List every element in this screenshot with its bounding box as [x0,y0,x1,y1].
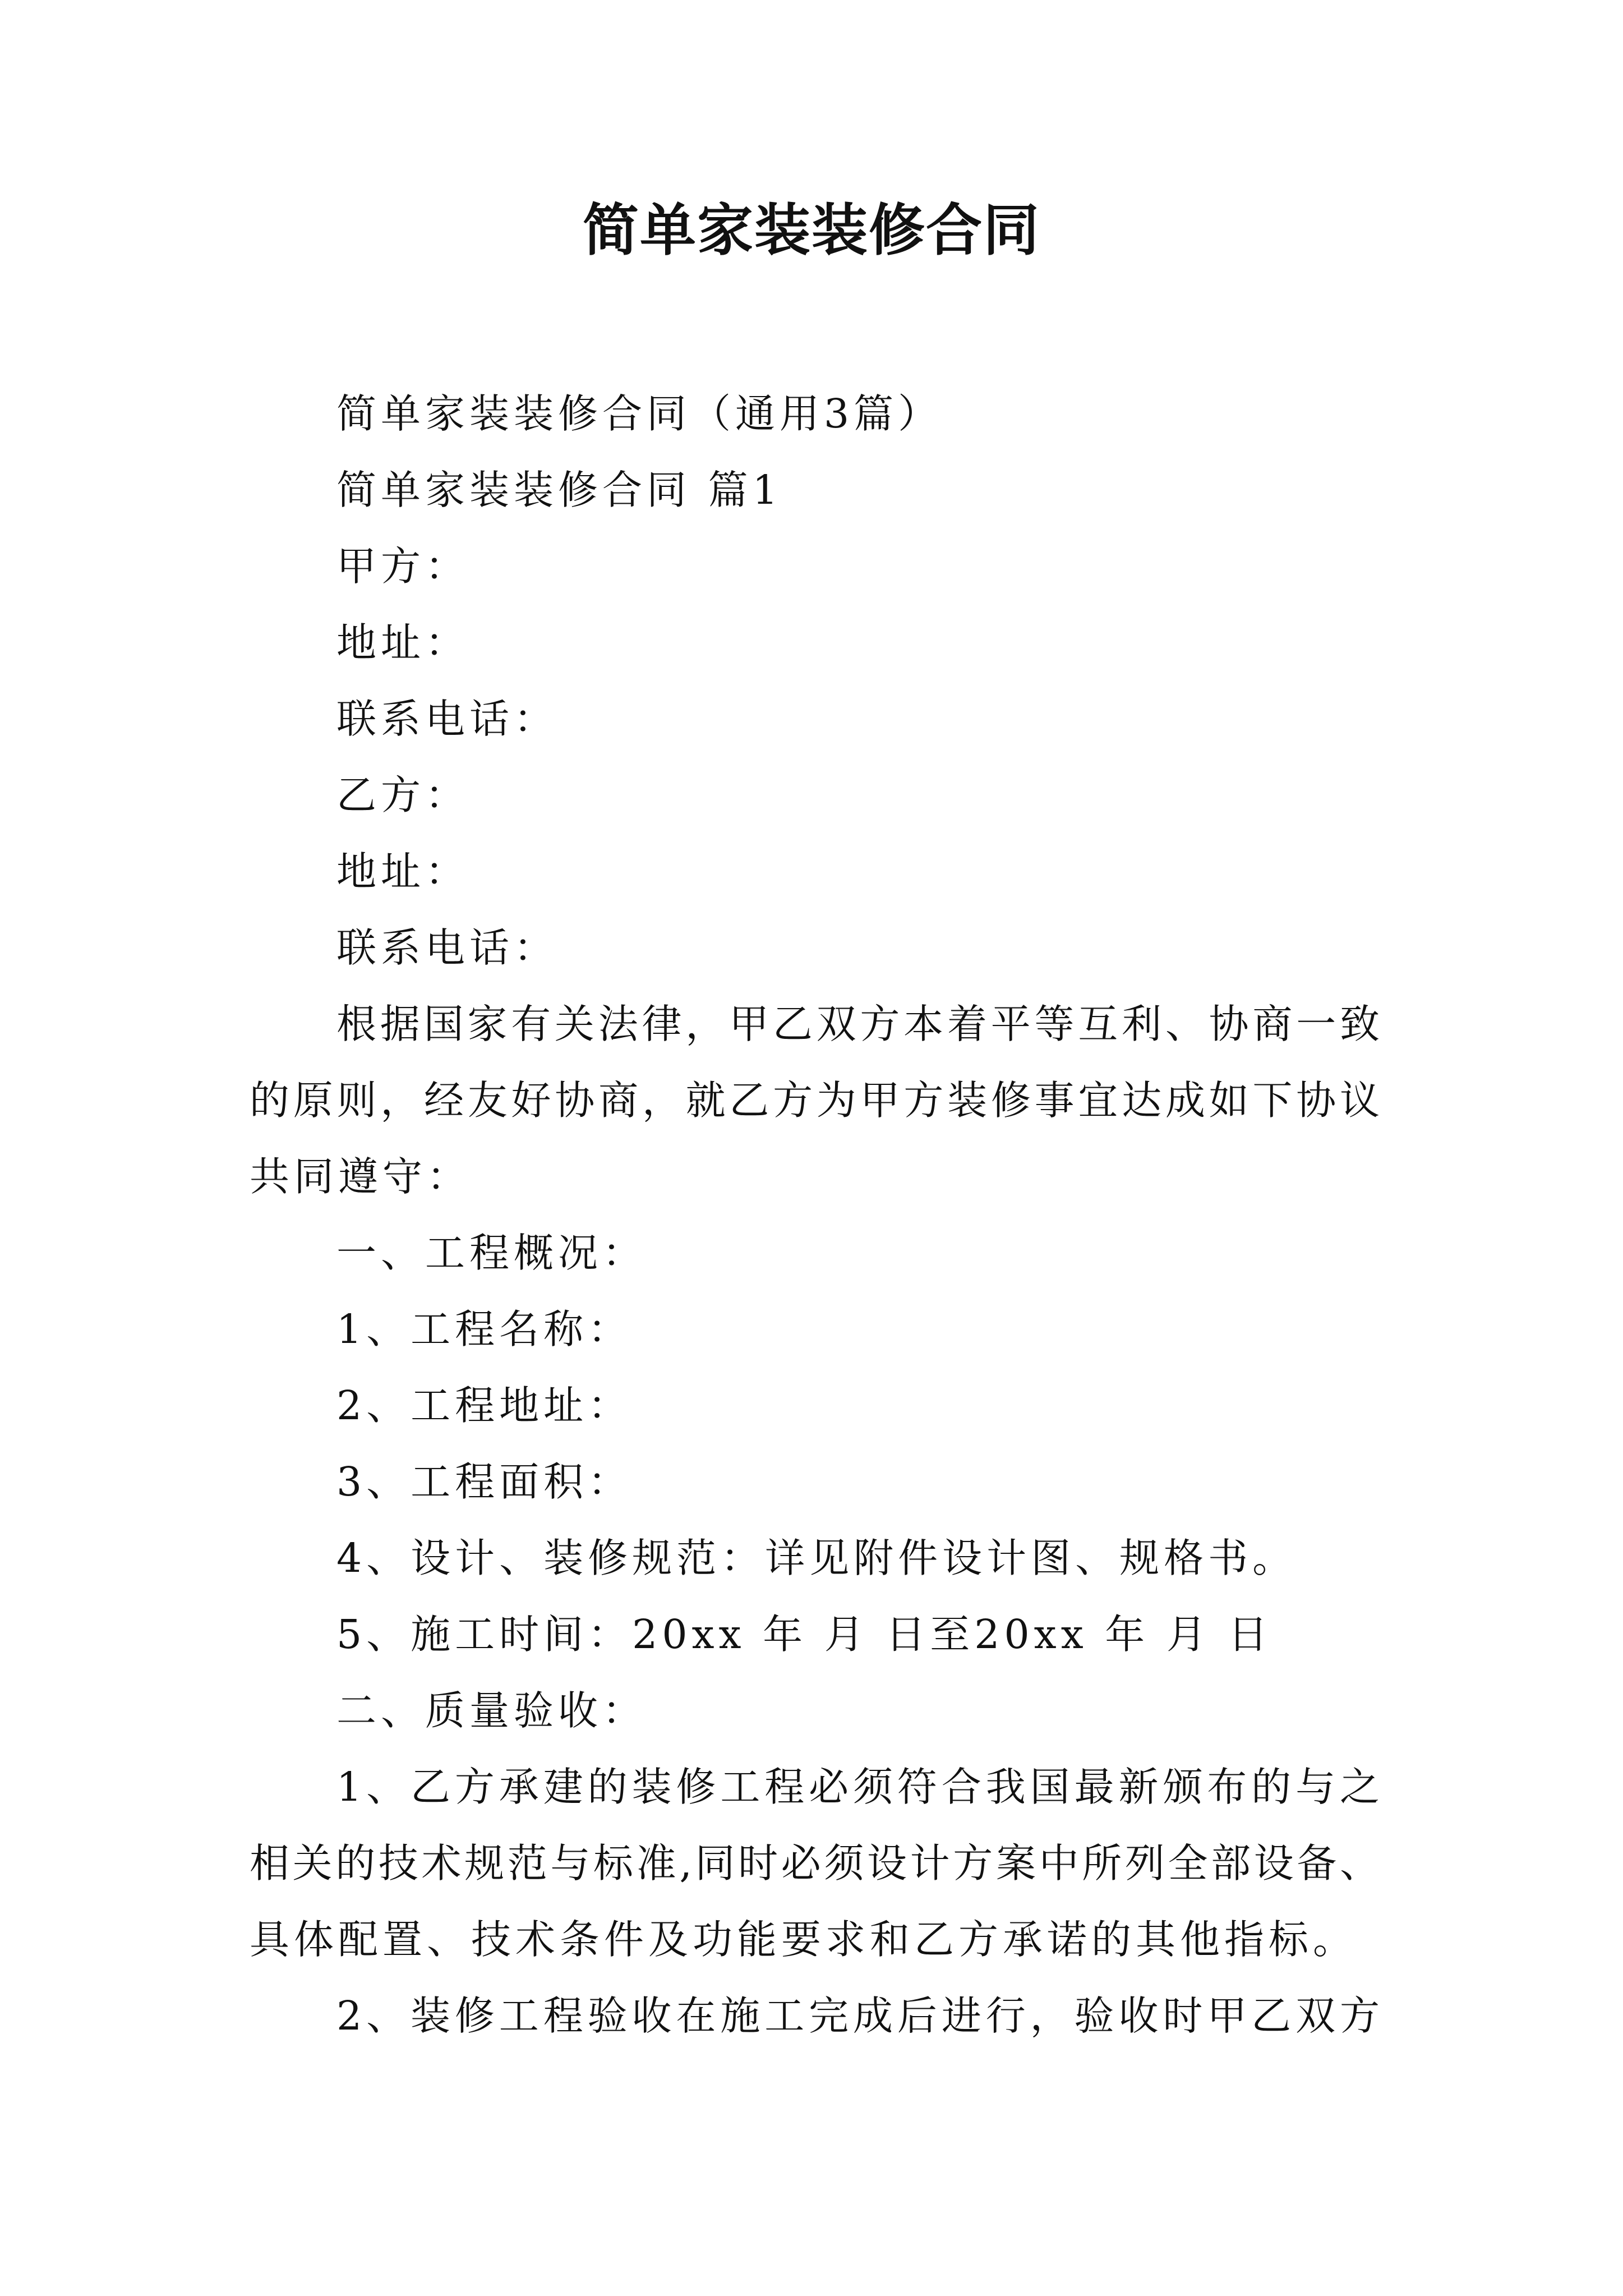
party-a-address-label: 地址： [336,619,470,666]
section-heading: 简单家装装修合同 篇1 [336,467,782,513]
project-overview-heading: 一、工程概况： [336,1230,647,1276]
document-subtitle: 简单家装装修合同（通用3篇） [336,390,943,437]
design-spec-item: 4、设计、装修规范：详见附件设计图、规格书。 [336,1535,1297,1581]
construction-time-item: 5、施工时间：20xx 年 月 日至20xx 年 月 日 [336,1611,1272,1658]
intro-paragraph-line-2: 的原则，经友好协商，就乙方为甲方装修事宜达成如下协议 [250,1077,1380,1124]
party-a-label: 甲方： [336,543,470,590]
quality-acceptance-heading: 二、质量验收： [336,1687,647,1734]
project-area-item: 3、工程面积： [336,1458,633,1505]
quality-clause-1-line-2: 相关的技术规范与标准,同时必须设计方案中所列全部设备、 [250,1840,1380,1887]
intro-paragraph-line-3: 共同遵守： [250,1153,472,1200]
party-b-label: 乙方： [336,772,470,818]
project-name-item: 1、工程名称： [336,1306,633,1352]
party-b-address-label: 地址： [336,848,470,895]
quality-clause-2-line-1: 2、装修工程验收在施工完成后进行，验收时甲乙双方 [336,1993,1380,2039]
quality-clause-1-line-3: 具体配置、技术条件及功能要求和乙方承诺的其他指标。 [250,1916,1358,1963]
document-title: 简单家装装修合同 [583,197,1040,263]
project-address-item: 2、工程地址： [336,1382,633,1429]
intro-paragraph-line-1: 根据国家有关法律，甲乙双方本着平等互利、协商一致 [336,1001,1380,1047]
party-b-phone-label: 联系电话： [336,924,559,971]
party-a-phone-label: 联系电话： [336,696,559,742]
quality-clause-1-line-1: 1、乙方承建的装修工程必须符合我国最新颁布的与之 [336,1764,1380,1810]
